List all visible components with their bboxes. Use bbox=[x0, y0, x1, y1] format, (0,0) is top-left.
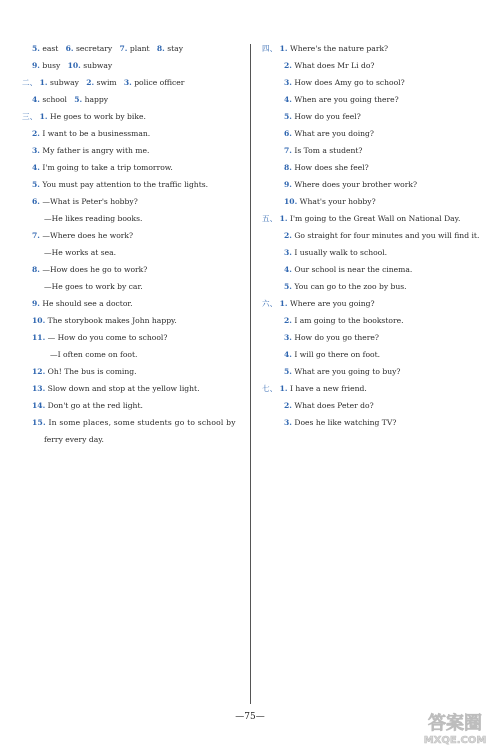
section-label: 六、 bbox=[262, 299, 278, 308]
section-line bbox=[22, 74, 244, 91]
answer-line bbox=[262, 57, 484, 74]
answer-text: How does she feel? bbox=[294, 163, 369, 172]
item-number: 5. bbox=[32, 44, 40, 53]
answer-word: swim bbox=[96, 78, 117, 87]
answer-word: east bbox=[42, 44, 59, 53]
answer-text: — How do you come to school? bbox=[47, 333, 168, 342]
answer-text: —What is Peter's hobby? bbox=[42, 197, 138, 206]
answer-text: How does Amy go to school? bbox=[294, 78, 405, 87]
answer-line bbox=[22, 261, 244, 278]
answer-text: I want to be a businessman. bbox=[42, 129, 151, 138]
answer-text: I'm going to take a trip tomorrow. bbox=[42, 163, 173, 172]
answer-text: What are you doing? bbox=[294, 129, 374, 138]
item-number: 2. bbox=[284, 316, 292, 325]
item-number: 12. bbox=[32, 367, 46, 376]
item-number: 5. bbox=[284, 112, 292, 121]
answer-text: Where's the nature park? bbox=[289, 44, 389, 53]
item-number: 14. bbox=[32, 401, 46, 410]
answer-word: secretary bbox=[75, 44, 113, 53]
answer-line bbox=[262, 414, 484, 431]
item-number: 2. bbox=[284, 61, 292, 70]
item-number: 1. bbox=[279, 44, 288, 53]
answer-text: I'm going to the Great Wall on National Day. bbox=[289, 214, 461, 223]
item-number: 3. bbox=[284, 333, 292, 342]
item-number: 6. bbox=[32, 197, 40, 206]
item-number: 9. bbox=[32, 61, 40, 70]
answer-text: What does Mr Li do? bbox=[294, 61, 375, 70]
answer-word: subway bbox=[83, 61, 113, 70]
answer-line bbox=[262, 261, 484, 278]
answer-word: police officer bbox=[134, 78, 185, 87]
answer-line bbox=[22, 193, 244, 210]
answer-text: The storybook makes John happy. bbox=[47, 316, 177, 325]
answer-text: —How does he go to work? bbox=[42, 265, 148, 274]
answer-line bbox=[22, 91, 244, 108]
answer-text: You must pay attention to the traffic lights. bbox=[42, 180, 209, 189]
answer-text: What does Peter do? bbox=[294, 401, 374, 410]
answer-text: Where are you going? bbox=[289, 299, 375, 308]
answer-text: I usually walk to school. bbox=[294, 248, 388, 257]
answer-text: How do you feel? bbox=[294, 112, 361, 121]
answer-word: stay bbox=[167, 44, 183, 53]
answer-line bbox=[22, 40, 244, 57]
answer-word: happy bbox=[84, 95, 109, 104]
item-number: 4. bbox=[284, 350, 292, 359]
answer-text: Where does your brother work? bbox=[294, 180, 418, 189]
item-number: 2. bbox=[32, 129, 40, 138]
item-number: 2. bbox=[284, 401, 292, 410]
item-number: 6. bbox=[65, 44, 74, 53]
item-number: 10. bbox=[284, 197, 298, 206]
item-number: 8. bbox=[156, 44, 165, 53]
answer-line bbox=[22, 346, 244, 363]
answer-line bbox=[262, 244, 484, 261]
item-number: 3. bbox=[32, 146, 40, 155]
answer-line bbox=[262, 193, 484, 210]
answer-line bbox=[262, 108, 484, 125]
item-number: 1. bbox=[279, 299, 288, 308]
answer-line bbox=[262, 329, 484, 346]
section-label: 四、 bbox=[262, 44, 278, 53]
item-number: 8. bbox=[32, 265, 40, 274]
item-number: 5. bbox=[32, 180, 40, 189]
answer-line bbox=[22, 125, 244, 142]
watermark-top: 答案圈 bbox=[428, 713, 482, 734]
answer-line bbox=[22, 57, 244, 74]
answer-text: —Where does he work? bbox=[42, 231, 134, 240]
section-line bbox=[262, 210, 484, 227]
answer-text: How do you go there? bbox=[294, 333, 379, 342]
section-line bbox=[262, 295, 484, 312]
item-number: 3. bbox=[284, 418, 292, 427]
section-label: 七、 bbox=[262, 384, 278, 393]
answer-text: Slow down and stop at the yellow light. bbox=[47, 384, 200, 393]
answer-text: Go straight for four minutes and you will find it. bbox=[294, 231, 480, 240]
answer-text: My father is angry with me. bbox=[42, 146, 150, 155]
item-number: 15. bbox=[32, 418, 46, 427]
answer-text: What's your hobby? bbox=[299, 197, 376, 206]
answer-text: I will go there on foot. bbox=[294, 350, 381, 359]
answer-text: Is Tom a student? bbox=[294, 146, 363, 155]
item-number: 3. bbox=[123, 78, 132, 87]
right-column bbox=[262, 40, 484, 431]
section-label: 二、 bbox=[22, 78, 38, 87]
item-number: 4. bbox=[284, 265, 292, 274]
answer-line bbox=[22, 244, 244, 261]
answer-text: —He works at sea. bbox=[44, 248, 117, 257]
answer-line bbox=[262, 397, 484, 414]
item-number: 5. bbox=[74, 95, 83, 104]
item-number: 5. bbox=[284, 367, 292, 376]
section-line bbox=[262, 380, 484, 397]
section-line bbox=[262, 40, 484, 57]
item-number: 4. bbox=[284, 95, 292, 104]
left-column bbox=[22, 40, 244, 448]
answer-text: Does he like watching TV? bbox=[294, 418, 397, 427]
answer-line bbox=[22, 414, 244, 431]
watermark-bottom: MXQE.COM bbox=[423, 735, 487, 746]
answer-word: school bbox=[42, 95, 67, 104]
answer-text: —I often come on foot. bbox=[50, 350, 138, 359]
section-label: 三、 bbox=[22, 112, 38, 121]
answer-line bbox=[262, 159, 484, 176]
item-number: 2. bbox=[86, 78, 95, 87]
answer-text: You can go to the zoo by bus. bbox=[294, 282, 407, 291]
page-number: —75— bbox=[235, 712, 265, 722]
answer-line bbox=[22, 227, 244, 244]
item-number: 7. bbox=[284, 146, 292, 155]
item-number: 1. bbox=[279, 214, 288, 223]
answer-line bbox=[22, 142, 244, 159]
answer-word: subway bbox=[49, 78, 79, 87]
answer-text: In some places, some students go to school by bbox=[48, 418, 236, 427]
answer-line bbox=[22, 329, 244, 346]
item-number: 2. bbox=[284, 231, 292, 240]
answer-line bbox=[262, 346, 484, 363]
answer-text: —He likes reading books. bbox=[44, 214, 143, 223]
answer-line bbox=[22, 380, 244, 397]
item-number: 10. bbox=[67, 61, 81, 70]
answer-text: What are you going to buy? bbox=[294, 367, 401, 376]
item-number: 13. bbox=[32, 384, 46, 393]
answer-line bbox=[262, 125, 484, 142]
item-number: 1. bbox=[39, 78, 48, 87]
answer-line bbox=[22, 278, 244, 295]
answer-text: He goes to work by bike. bbox=[49, 112, 146, 121]
section-label: 五、 bbox=[262, 214, 278, 223]
watermark-logo bbox=[416, 709, 494, 747]
answer-line bbox=[262, 74, 484, 91]
answer-text: —He goes to work by car. bbox=[44, 282, 143, 291]
answer-line bbox=[262, 91, 484, 108]
answer-text: Our school is near the cinema. bbox=[294, 265, 413, 274]
answer-text: Don't go at the red light. bbox=[47, 401, 143, 410]
answer-line bbox=[262, 363, 484, 380]
item-number: 4. bbox=[32, 163, 40, 172]
item-number: 10. bbox=[32, 316, 46, 325]
item-number: 1. bbox=[279, 384, 288, 393]
item-number: 4. bbox=[32, 95, 40, 104]
item-number: 1. bbox=[39, 112, 48, 121]
answer-line bbox=[22, 312, 244, 329]
answer-text: I am going to the bookstore. bbox=[294, 316, 404, 325]
item-number: 3. bbox=[284, 248, 292, 257]
answer-line bbox=[262, 227, 484, 244]
item-number: 6. bbox=[284, 129, 292, 138]
item-number: 7. bbox=[32, 231, 40, 240]
answer-line bbox=[22, 159, 244, 176]
item-number: 3. bbox=[284, 78, 292, 87]
answer-line bbox=[22, 397, 244, 414]
item-number: 9. bbox=[284, 180, 292, 189]
answer-text: Oh! The bus is coming. bbox=[47, 367, 137, 376]
answer-word: plant bbox=[129, 44, 150, 53]
item-number: 9. bbox=[32, 299, 40, 308]
answer-line bbox=[262, 312, 484, 329]
answer-text: I have a new friend. bbox=[289, 384, 367, 393]
answer-text: ferry every day. bbox=[44, 435, 104, 444]
answer-line bbox=[262, 278, 484, 295]
answer-line bbox=[22, 295, 244, 312]
answer-text: He should see a doctor. bbox=[42, 299, 133, 308]
answer-line bbox=[262, 142, 484, 159]
item-number: 5. bbox=[284, 282, 292, 291]
answer-line bbox=[22, 176, 244, 193]
column-divider bbox=[250, 44, 251, 704]
answer-word: busy bbox=[42, 61, 61, 70]
answer-text: When are you going there? bbox=[294, 95, 399, 104]
answer-line bbox=[22, 431, 244, 448]
answer-line bbox=[262, 176, 484, 193]
answer-line bbox=[22, 210, 244, 227]
item-number: 8. bbox=[284, 163, 292, 172]
item-number: 11. bbox=[32, 333, 46, 342]
answer-line bbox=[22, 363, 244, 380]
section-line bbox=[22, 108, 244, 125]
item-number: 7. bbox=[119, 44, 128, 53]
